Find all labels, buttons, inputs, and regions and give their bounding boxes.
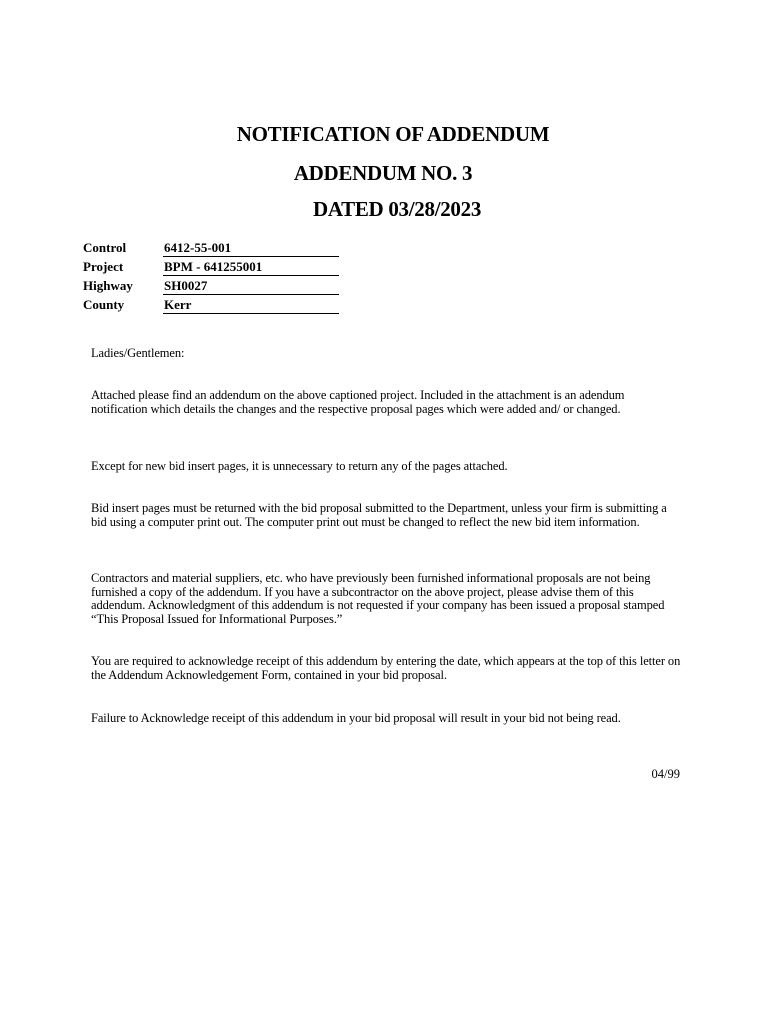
- paragraph-acknowledge: You are required to acknowledge receipt of this addendum by entering the date, which appears at the top of this letter on the Addendum Acknowledgement Form, contained in your bid proposal.: [91, 654, 681, 682]
- paragraph-informational: Contractors and material suppliers, etc. who have previously been furnished informational proposals are not being furnished a copy of the addendum. If you have a subcontractor on the above project, please advise them of this addendum. Acknowledgment of this addendum is not requested if your company has been issued a proposal stamped “This Proposal Issued for Informational Purposes.”: [91, 571, 665, 626]
- paragraph-attachment: Attached please find an addendum on the above captioned project. Included in the attachment is an adendum notification which details the changes and the respective proposal pages which were added and/ or changed.: [91, 388, 625, 416]
- county-value: Kerr: [163, 297, 339, 314]
- project-value: BPM - 641255001: [163, 259, 339, 276]
- form-number: 04/99: [651, 767, 680, 781]
- highway-label: Highway: [83, 278, 133, 293]
- county-label: County: [83, 297, 125, 312]
- paragraph-return-pages: Except for new bid insert pages, it is unnecessary to return any of the pages attached.: [91, 459, 508, 473]
- salutation: Ladies/Gentlemen:: [91, 346, 185, 360]
- control-label: Control: [83, 240, 127, 255]
- addendum-number: ADDENDUM NO. 3: [293, 161, 473, 185]
- control-value: 6412-55-001: [163, 240, 339, 257]
- paragraph-bid-insert: Bid insert pages must be returned with the bid proposal submitted to the Department, unless your firm is submitting a bid using a computer print out. The computer print out must be changed to reflect the new bid item information.: [91, 501, 667, 529]
- project-label: Project: [83, 259, 124, 274]
- document-title: NOTIFICATION OF ADDENDUM: [236, 122, 550, 146]
- highway-value: SH0027: [163, 278, 339, 295]
- paragraph-failure: Failure to Acknowledge receipt of this addendum in your bid proposal will result in your bid not being read.: [91, 711, 621, 725]
- addendum-date: DATED 03/28/2023: [312, 197, 482, 221]
